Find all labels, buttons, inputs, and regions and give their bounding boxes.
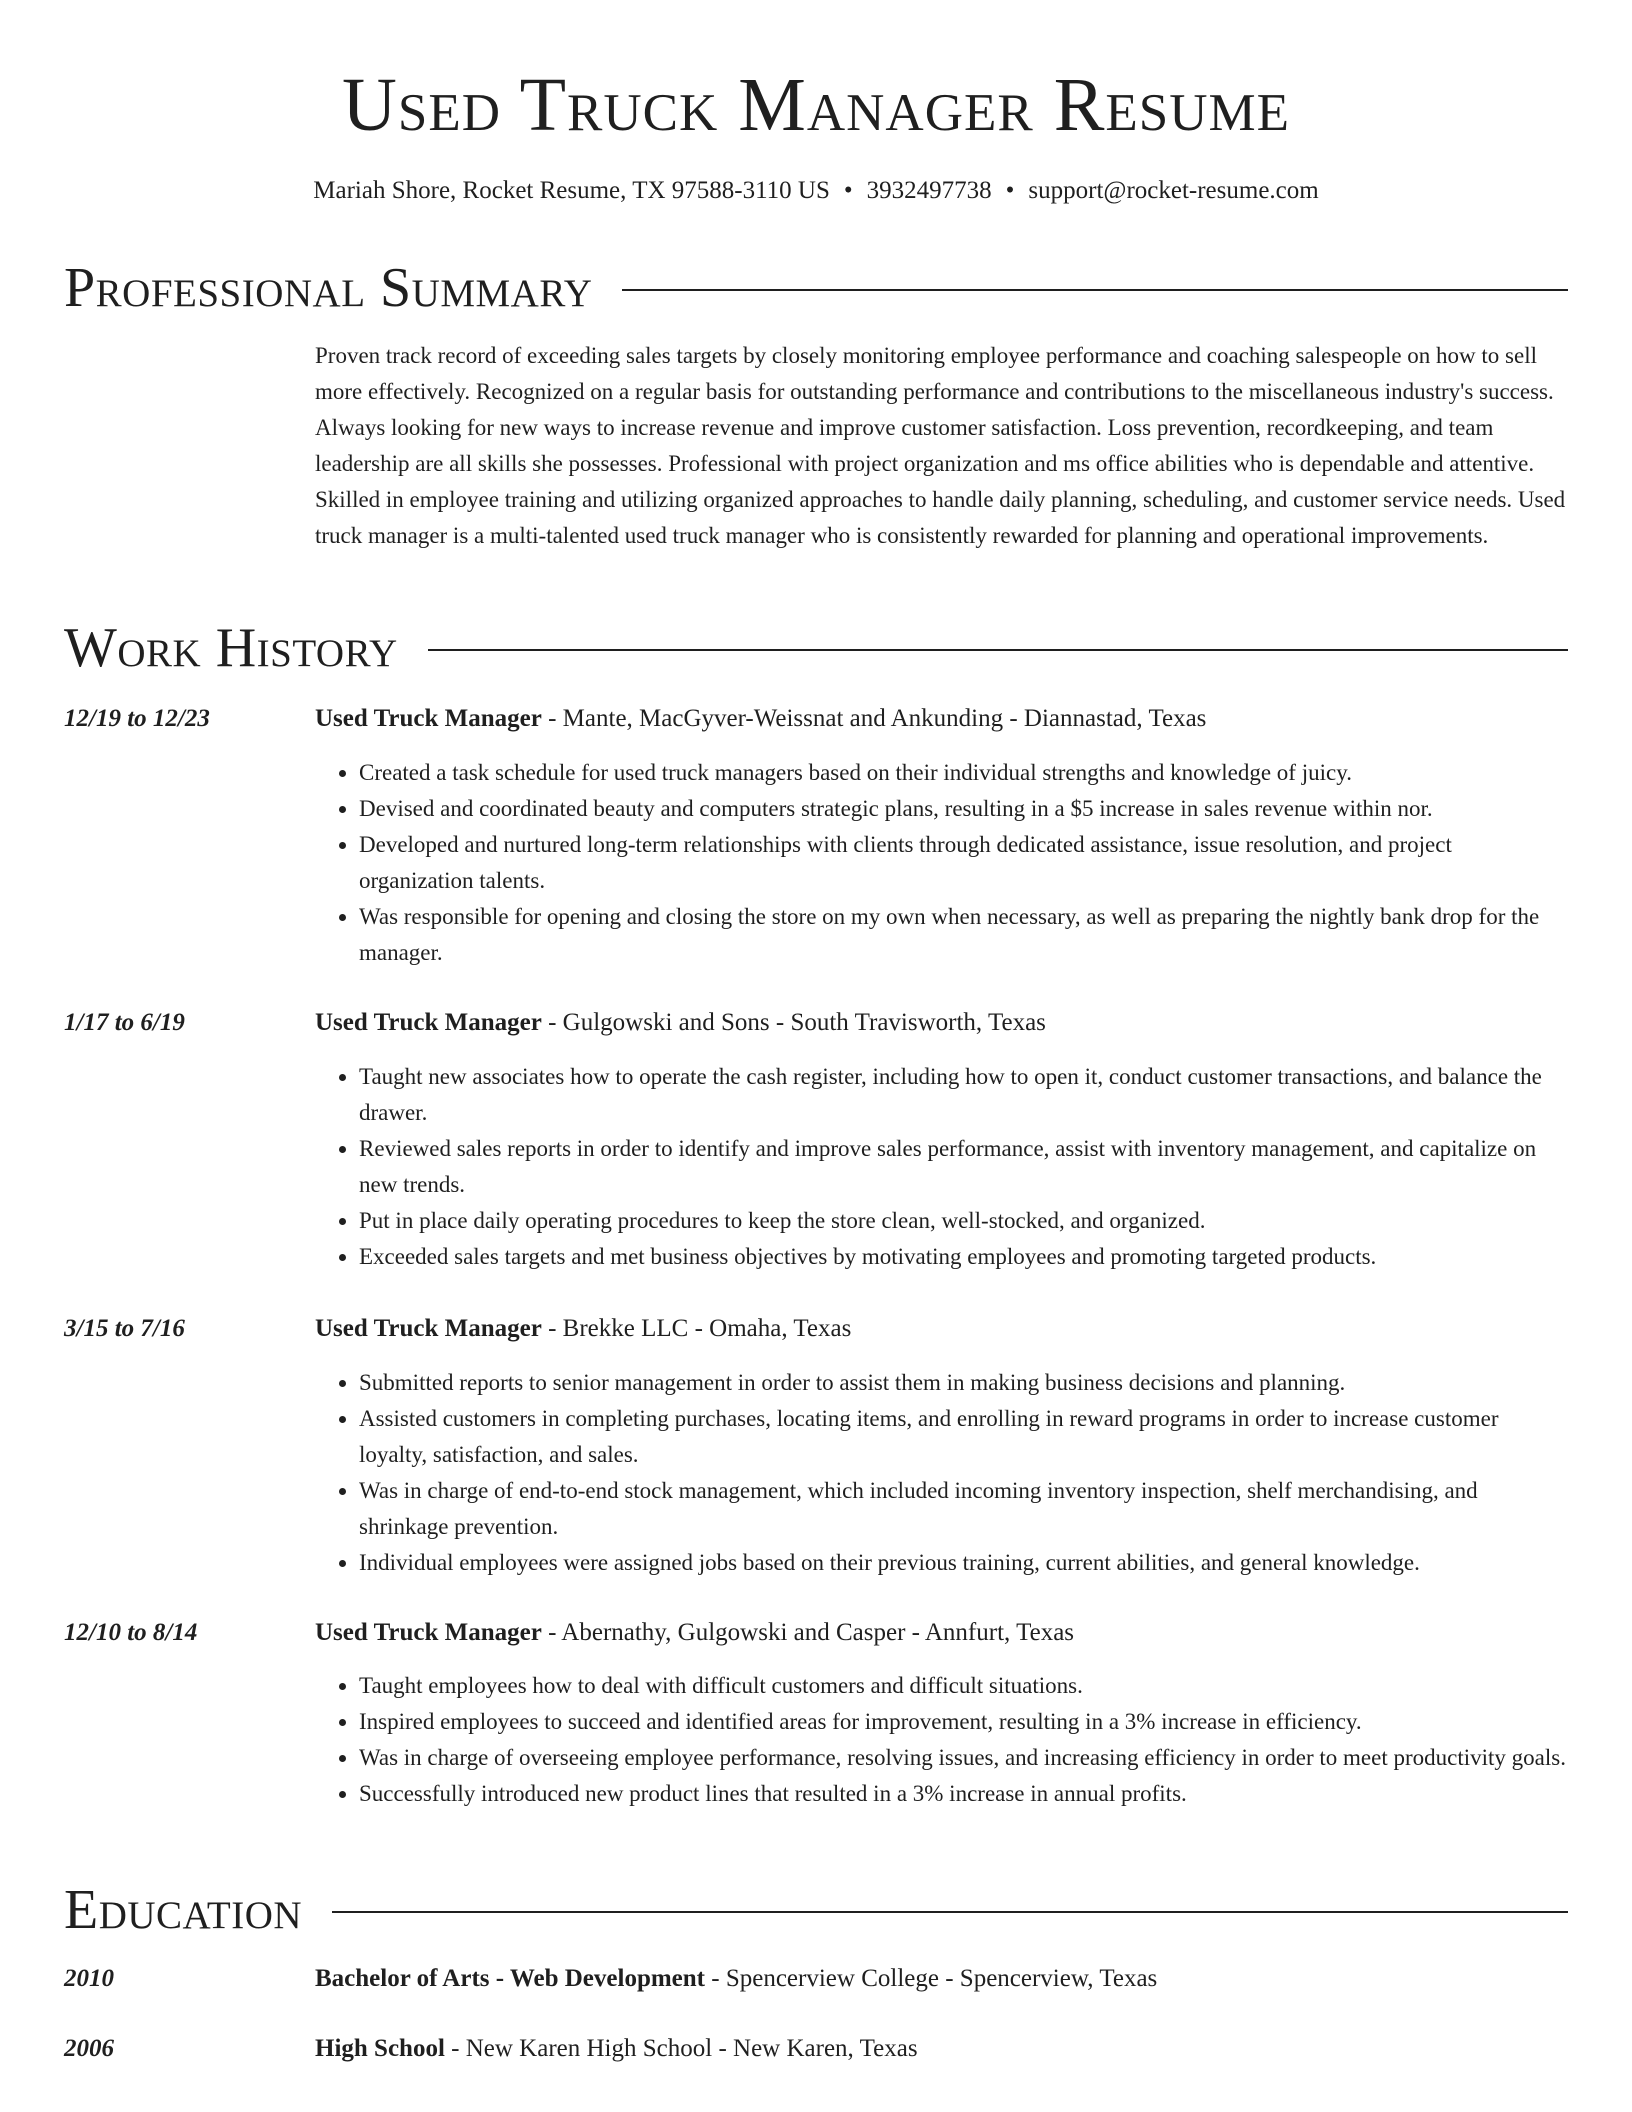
job-details: - Brekke LLC - Omaha, Texas [541,1315,852,1342]
job-dates: 12/10 to 8/14 [64,1619,198,1646]
section-divider [332,1911,1568,1913]
summary-heading: Professional Summary [64,257,593,319]
job-title: Used Truck Manager [315,1009,542,1036]
resume-title: Used Truck Manager Resume [341,63,1291,147]
job-bullets [315,1059,1568,1275]
summary-text: Proven track record of exceeding sales targets by closely monitoring employee performance and coaching salespeople on how to sell more effectively. Recognized on a regular basis for outstanding performance and contributions to the miscellaneous industry's success. Always looking for new ways to increase revenue and improve customer satisfaction. Loss prevention, recordkeeping, and team leadership are all skills she possesses. Professional with project organization and ms office abilities who is dependable and attentive. Skilled in employee training and utilizing organized approaches to handle daily planning, scheduling, and customer service needs. Used truck manager is a multi-talented used truck manager who is consistently rewarded for planning and operational improvements. [315,343,1566,548]
job-bullets [315,755,1568,971]
job-title: Used Truck Manager [315,1619,542,1646]
contact-separator: • [843,177,853,204]
list-item: • Put in place daily operating procedures to keep the store clean, well-stocked, and organized. [359,1203,1568,1239]
list-item: • Assisted customers in completing purchases, locating items, and enrolling in reward programs in order to increase customer loyalty, satisfaction, and sales. [359,1401,1568,1473]
job-title: Used Truck Manager [315,1315,542,1342]
job-details: - Mante, MacGyver-Weissnat and Ankunding - Diannastad, Texas [541,705,1207,732]
contact-address: Mariah Shore, Rocket Resume, TX 97588-3110 US [313,177,830,204]
list-item: • Was responsible for opening and closing the store on my own when necessary, as well as preparing the nightly bank drop for the manager. [359,899,1568,971]
job-title: Used Truck Manager [315,705,542,732]
education-entry [315,2031,1568,2067]
job-heading [315,1311,1568,1347]
education-year: 2010 [64,1965,114,1992]
job-bullets [315,1365,1568,1581]
job-bullets [315,1668,1568,1812]
list-item: • Reviewed sales reports in order to identify and improve sales performance, assist with inventory management, and capitalize on new trends. [359,1131,1568,1203]
list-item: • Individual employees were assigned jobs based on their previous training, current abilities, and general knowledge. [359,1545,1568,1581]
summary-section-header [64,256,1568,320]
list-item: • Was in charge of overseeing employee performance, resolving issues, and increasing efficiency in order to meet productivity goals. [359,1740,1568,1776]
contact-separator: • [1005,177,1015,204]
education-heading: Education [64,1879,303,1941]
list-item: • Successfully introduced new product lines that resulted in a 3% increase in annual profits. [359,1776,1568,1812]
job-details: - Gulgowski and Sons - South Travisworth, Texas [541,1009,1046,1036]
education-entry [315,1961,1568,1997]
list-item: • Taught employees how to deal with difficult customers and difficult situations. [359,1668,1568,1704]
job-dates: 3/15 to 7/16 [64,1315,185,1342]
work-section-header [64,616,1568,680]
education-degree: High School [315,2035,445,2062]
contact-phone: 3932497738 [866,177,992,204]
job-dates: 12/19 to 12/23 [64,705,210,732]
list-item: • Developed and nurtured long-term relationships with clients through dedicated assistance, issue resolution, and project organization talents. [359,827,1568,899]
list-item: • Created a task schedule for used truck managers based on their individual strengths and knowledge of juicy. [359,755,1568,791]
section-divider [622,289,1568,291]
job-heading [315,1005,1568,1041]
education-degree: Bachelor of Arts - Web Development [315,1965,706,1992]
list-item: • Taught new associates how to operate the cash register, including how to open it, conduct customer transactions, and balance the drawer. [359,1059,1568,1131]
job-dates: 1/17 to 6/19 [64,1009,185,1036]
education-section-header [64,1878,1568,1942]
job-details: - Abernathy, Gulgowski and Casper - Annfurt, Texas [541,1619,1075,1646]
education-year: 2006 [64,2035,114,2062]
list-item: • Was in charge of end-to-end stock management, which included incoming inventory inspection, shelf merchandising, and shrinkage prevention. [359,1473,1568,1545]
section-divider [428,649,1568,651]
work-heading: Work History [64,617,398,679]
list-item: • Devised and coordinated beauty and computers strategic plans, resulting in a $5 increase in sales revenue within nor. [359,791,1568,827]
list-item: • Exceeded sales targets and met business objectives by motivating employees and promoting targeted products. [359,1239,1568,1275]
list-item: • Inspired employees to succeed and identified areas for improvement, resulting in a 3% increase in efficiency. [359,1704,1568,1740]
education-details: - Spencerview College - Spencerview, Texas [705,1965,1158,1992]
contact-email: support@rocket-resume.com [1028,177,1319,204]
education-details: - New Karen High School - New Karen, Texas [444,2035,918,2062]
contact-line [0,176,1632,206]
list-item: • Submitted reports to senior management in order to assist them in making business decisions and planning. [359,1365,1568,1401]
job-heading [315,1615,1568,1651]
job-heading [315,701,1568,737]
